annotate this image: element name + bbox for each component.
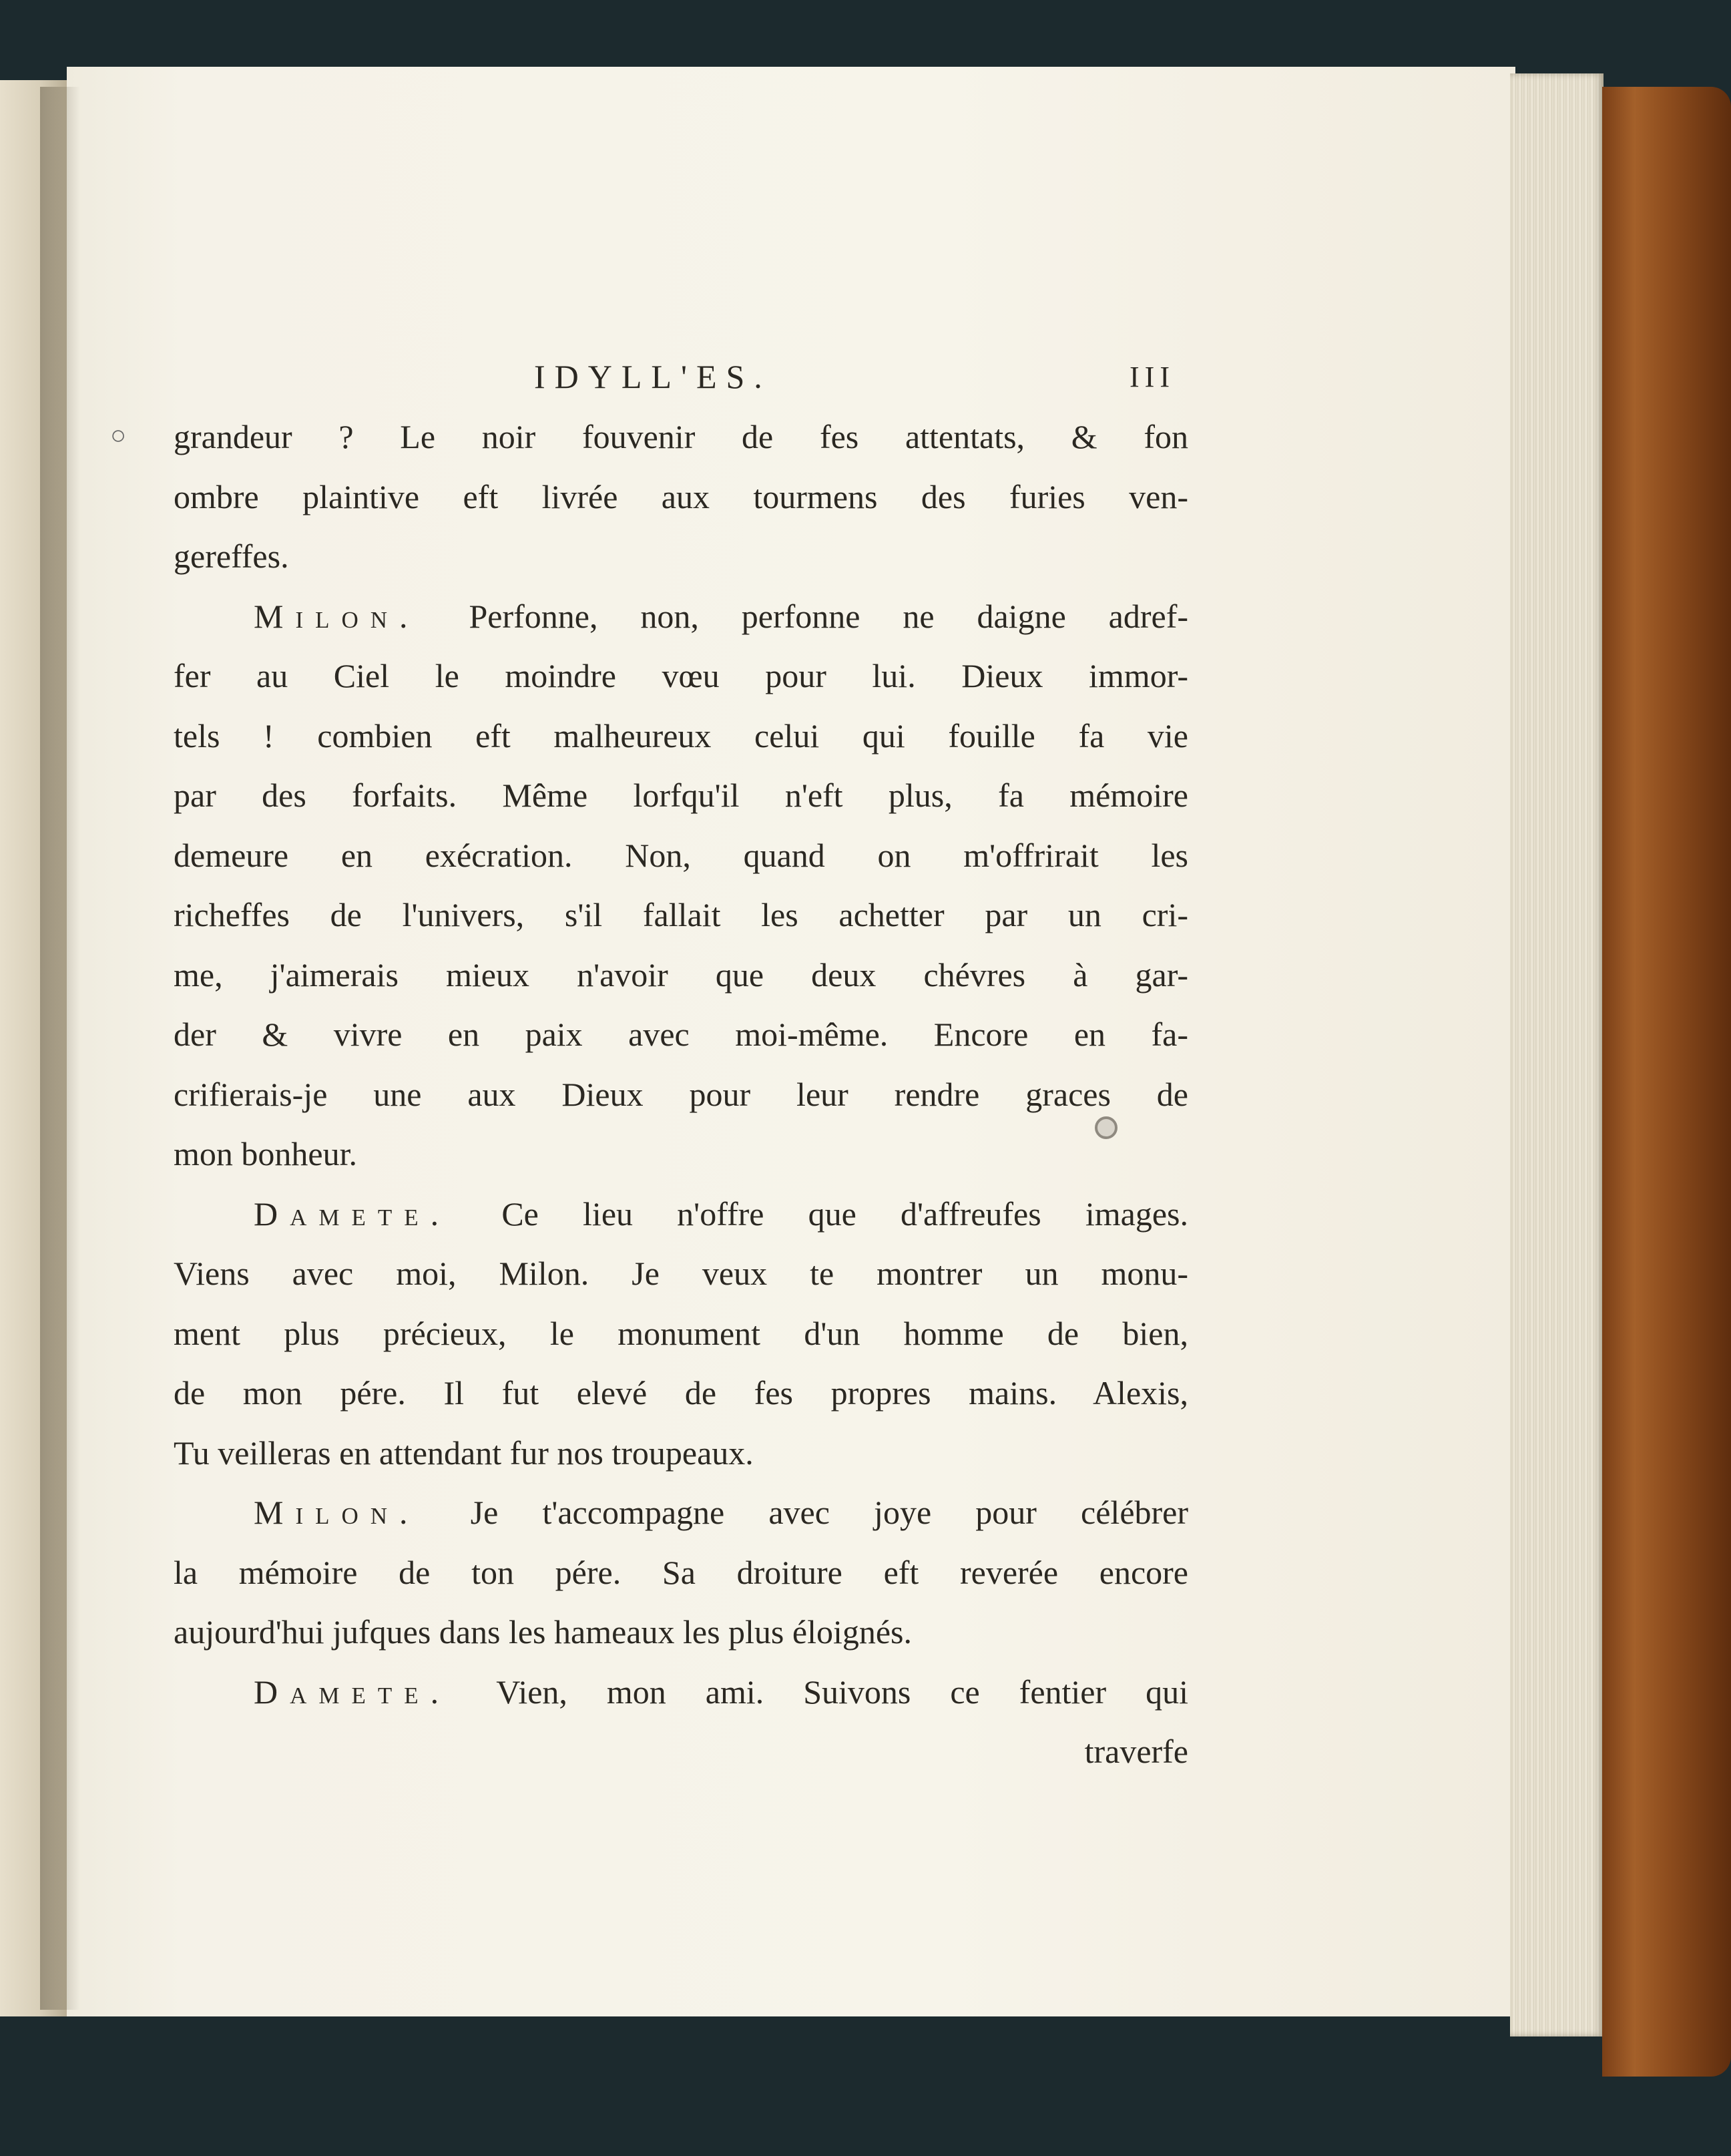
running-head: IDYLL'ES. — [534, 358, 772, 395]
text-line: Viens avec moi, Milon. Je veux te montrer un monu- — [174, 1255, 1188, 1292]
text-line: aujourd'hui jufques dans les hameaux les plus éloignés. — [174, 1613, 913, 1651]
text-line: me, j'aimerais mieux n'avoir que deux chévres à gar- — [174, 955, 1188, 994]
page-block-edges — [1510, 73, 1603, 2036]
leather-binding — [1602, 87, 1731, 2077]
speaker-name: Milon. — [254, 597, 420, 635]
body-text — [174, 407, 1188, 1782]
text-line: crifierais-je une aux Dieux pour leur rendre graces de — [174, 1075, 1188, 1113]
catchword: traverfe — [1084, 1733, 1188, 1770]
text-line: Tu veilleras en attendant fur nos troupeaux. — [174, 1434, 754, 1472]
speech-text: Je t'accompagne avec joye pour célébrer — [470, 1494, 1189, 1531]
text-line: par des forfaits. Même lorfqu'il n'eft plus, fa mémoire — [174, 777, 1188, 814]
text-line: richeffes de l'univers, s'il fallait les achetter par un cri- — [174, 896, 1188, 933]
text-line: grandeur ? Le noir fouvenir de fes attentats, & fon — [174, 418, 1188, 455]
text-line: gereffes. — [174, 537, 289, 575]
speech-text: Perfonne, non, perfonne ne daigne adref- — [469, 597, 1189, 635]
text-line: la mémoire de ton pére. Sa droiture eft reverée encore — [174, 1553, 1188, 1591]
text-line: mon bonheur. — [174, 1135, 357, 1172]
margin-circle-mark: ○ — [110, 420, 127, 450]
speech-line — [174, 587, 1188, 647]
text-line: der & vivre en paix avec moi-même. Encore en fa- — [174, 1016, 1188, 1053]
speaker-name: Damete. — [254, 1195, 451, 1233]
text-line: demeure en exécration. Non, quand on m'offrirait les — [174, 836, 1188, 874]
text-line: tels ! combien eft malheureux celui qui fouille fa vie — [174, 716, 1188, 754]
speaker-name: Damete. — [254, 1673, 451, 1711]
page-header — [174, 347, 1188, 401]
speech-text: Vien, mon ami. Suivons ce fentier qui — [496, 1673, 1188, 1711]
text-line: fer au Ciel le moindre vœu pour lui. Dieux immor- — [174, 657, 1188, 694]
text-line: ment plus précieux, le monument d'un homme de bien, — [174, 1314, 1188, 1352]
speaker-name: Milon. — [254, 1494, 420, 1531]
gutter-shadow — [40, 87, 80, 2010]
text-line: ombre plaintive eft livrée aux tourmens des furies ven- — [174, 477, 1188, 515]
text-line: de mon pére. Il fut elevé de fes propres mains. Alexis, — [174, 1374, 1188, 1412]
speech-text: Ce lieu n'offre que d'affreufes images. — [501, 1195, 1189, 1233]
speech-line — [174, 1663, 1188, 1723]
speech-line — [174, 1184, 1188, 1245]
speech-line — [174, 1483, 1188, 1543]
page-number: III — [1130, 361, 1175, 393]
